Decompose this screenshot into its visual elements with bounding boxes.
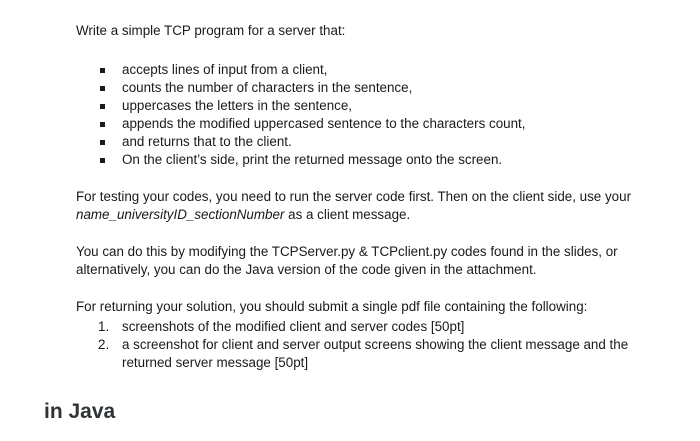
list-item: appends the modified uppercased sentence to the characters count,: [98, 115, 525, 133]
list-item: counts the number of characters in the sentence,: [98, 79, 525, 97]
modify-paragraph-line1: You can do this by modifying the TCPServer.py & TCPclient.py codes found in the slides, or: [76, 244, 618, 259]
returning-intro: For returning your solution, you should submit a single pdf file containing the following:: [76, 299, 588, 314]
bullet-square-icon: [100, 104, 105, 109]
list-item: uppercases the letters in the sentence,: [98, 97, 525, 115]
intro-text: Write a simple TCP program for a server that:: [76, 23, 346, 38]
testing-paragraph-line1: For testing your codes, you need to run the server code first. Then on the client side, use your: [76, 189, 632, 204]
bullet-square-icon: [100, 122, 105, 127]
client-message-format: name_universityID_sectionNumber: [76, 207, 285, 222]
testing-paragraph-line2: name_universityID_sectionNumber as a client message.: [76, 207, 411, 222]
language-heading: in Java: [44, 400, 116, 423]
bullet-square-icon: [100, 86, 105, 91]
submission-list: [98, 318, 628, 372]
bullet-square-icon: [100, 140, 105, 145]
list-item: On the client’s side, print the returned message onto the screen.: [98, 151, 525, 169]
list-item: 1. screenshots of the modified client and server codes [50pt]: [98, 319, 465, 334]
requirements-list: [98, 61, 525, 169]
modify-paragraph-line2: alternatively, you can do the Java version of the code given in the attachment.: [76, 262, 537, 277]
bullet-square-icon: [100, 68, 105, 73]
bullet-square-icon: [100, 158, 105, 163]
list-item: accepts lines of input from a client,: [98, 61, 525, 79]
list-item: 2. a screenshot for client and server output screens showing the client message and the returned server message [50pt]: [98, 337, 629, 370]
list-item: and returns that to the client.: [98, 133, 525, 151]
